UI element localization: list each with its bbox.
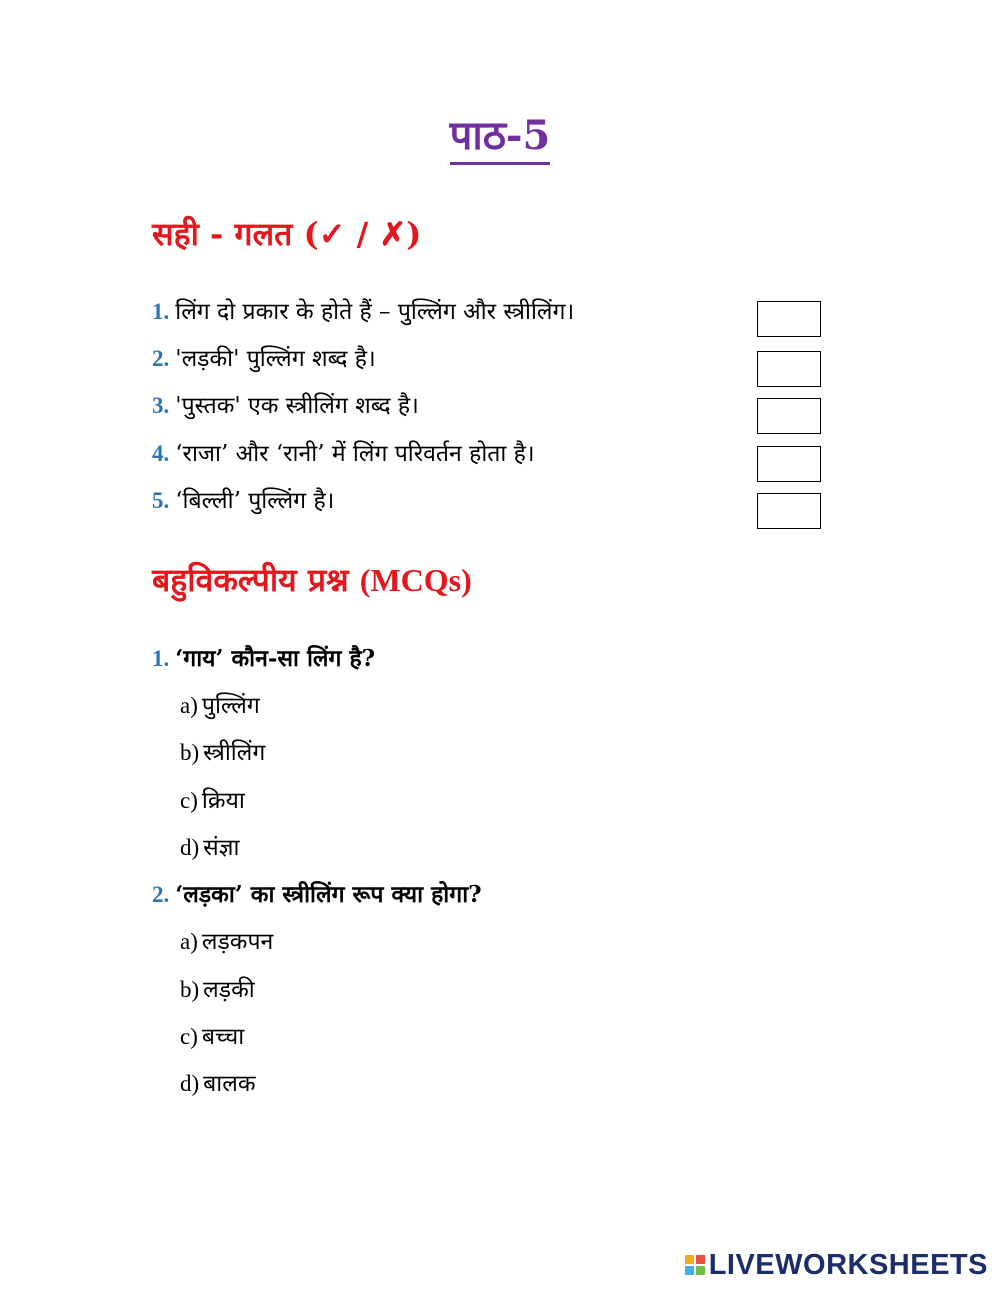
tf-text: 'लड़की' पुल्लिंग शब्द है। [175,346,376,372]
option-text: बच्चा [201,1024,245,1050]
mcq-1-option-d[interactable] [180,833,239,863]
tf-text: ‘बिल्ली’ पुल्लिंग है। [175,488,335,514]
option-text: लड़कपन [201,929,274,955]
logo-square [696,1255,705,1264]
tf-number: 2. [152,346,170,371]
liveworksheets-brand [685,1250,988,1280]
option-text: क्रिया [201,788,245,814]
logo-square [685,1255,694,1264]
mcq-question-text: ‘लड़का’ का स्त्रीलिंग रूप क्या होगा? [175,881,482,908]
tf-statement-1 [152,297,574,327]
tf-statement-4 [152,439,535,469]
tf-answer-box-2[interactable] [757,351,821,387]
tf-number: 5. [152,488,170,513]
mcq-1-option-b[interactable] [180,738,265,768]
logo-square [696,1266,705,1275]
tf-statement-5 [152,486,334,516]
mcq-number: 1. [152,646,170,671]
option-text: बालक [203,1071,256,1097]
tf-number: 1. [152,299,170,324]
option-text: स्त्रीलिंग [203,740,266,766]
option-text: संज्ञा [203,835,240,861]
option-text: पुल्लिंग [201,693,260,719]
tf-text: 'पुस्तक' एक स्त्रीलिंग शब्द है। [175,393,419,419]
mcq-2-option-d[interactable] [180,1069,256,1099]
mcq-number: 2. [152,882,170,907]
page-title-text: पाठ-5 [450,112,551,165]
true-false-heading: सही - गलत (✓ / ✗) [152,215,422,253]
mcq-question-text: ‘गाय’ कौन-सा लिंग है? [175,645,376,672]
mcq-heading-latin: (MCQs) [359,562,472,598]
tf-text: ‘राजा’ और ‘रानी’ में लिंग परिवर्तन होता है। [175,441,535,467]
mcq-2-option-a[interactable] [180,927,273,957]
option-letter: b) [180,977,200,1002]
mcq-1-option-c[interactable] [180,786,245,816]
option-letter: c) [180,788,198,813]
option-text: लड़की [203,977,255,1003]
option-letter: d) [180,835,200,860]
option-letter: a) [180,693,198,718]
tf-statement-3 [152,391,419,421]
tf-number: 4. [152,441,170,466]
tf-statement-2 [152,344,376,374]
page-title [0,112,1000,165]
liveworksheets-wordmark: LIVEWORKSHEETS [708,1249,988,1281]
logo-square [685,1266,694,1275]
mcq-1-option-a[interactable] [180,691,260,721]
tf-text: लिंग दो प्रकार के होते हैं – पुल्लिंग और स्त्रीलिंग। [175,299,575,325]
tf-answer-box-3[interactable] [757,398,821,434]
tf-answer-box-5[interactable] [757,493,821,529]
option-letter: a) [180,929,198,954]
tf-number: 3. [152,393,170,418]
mcq-heading-hindi: बहुविकल्पीय प्रश्न [152,561,349,599]
option-letter: d) [180,1071,200,1096]
mcq-2-option-c[interactable] [180,1022,244,1052]
mcq-question-2 [152,880,482,910]
mcq-heading [152,560,472,600]
mcq-2-option-b[interactable] [180,975,255,1005]
mcq-question-1 [152,644,375,674]
tf-answer-box-4[interactable] [757,446,821,482]
option-letter: c) [180,1024,198,1049]
liveworksheets-logo-icon [685,1255,705,1275]
option-letter: b) [180,740,200,765]
tf-answer-box-1[interactable] [757,301,821,337]
